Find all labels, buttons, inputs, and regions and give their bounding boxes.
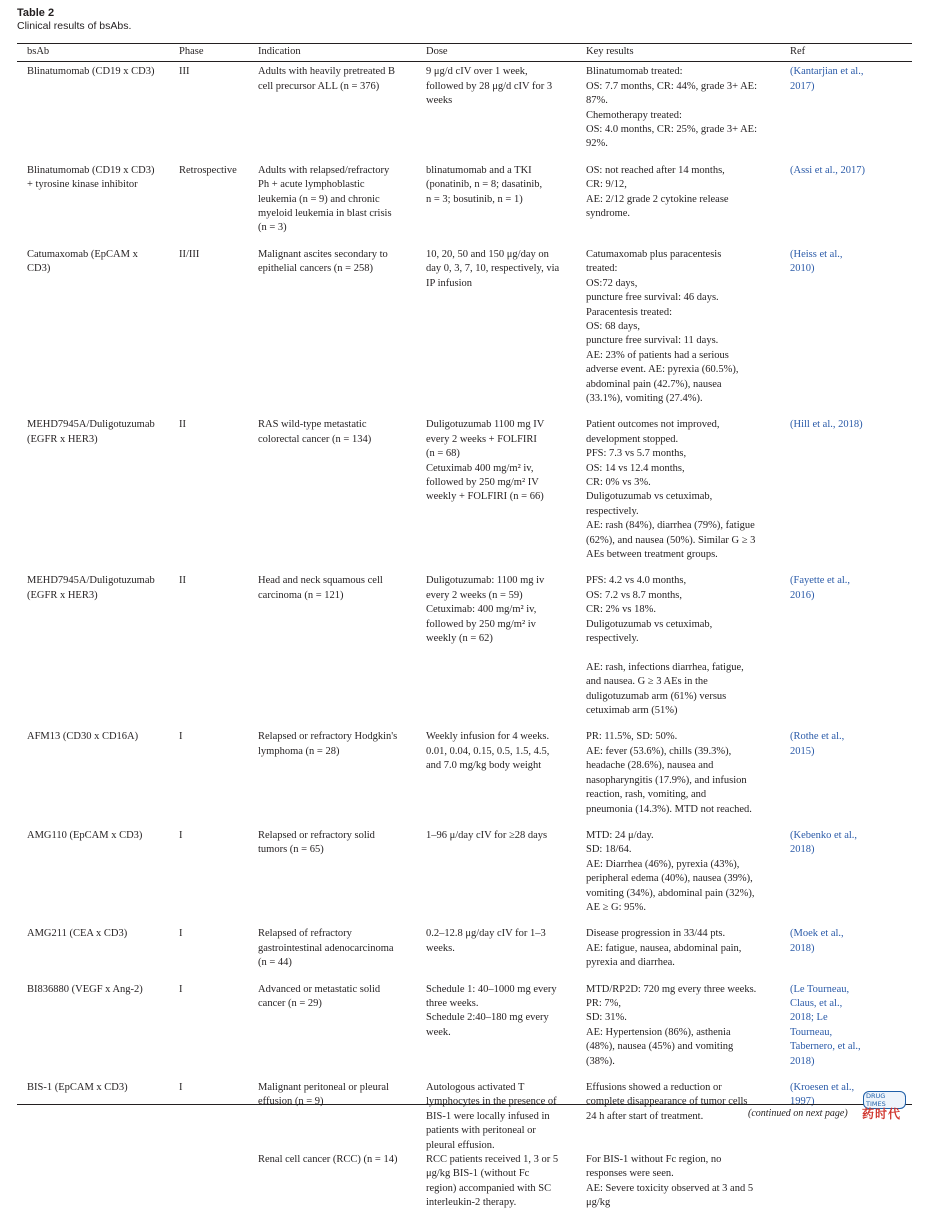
table-row (17, 248, 912, 418)
cell-line: μg/kg (586, 1197, 611, 1209)
cell-bsab (17, 418, 169, 574)
cell-line: treated: (586, 263, 618, 275)
cell-bsab (17, 574, 169, 730)
cell-key-results (576, 164, 780, 248)
cell-dose (416, 164, 576, 248)
cell-indication (248, 730, 416, 828)
cell-dose (416, 730, 576, 828)
cell-line: (n = 68) (426, 448, 460, 460)
cell-line: I (179, 983, 183, 995)
cell-phase (169, 164, 248, 248)
cell-line: (62%), and nausea (50%). Similar G ≥ 3 (586, 534, 756, 546)
cell-line: cell precursor ALL (n = 376) (258, 80, 380, 92)
cell-line: pleural effusion. (426, 1139, 495, 1151)
cell-line: Disease progression in 33/44 pts. (586, 928, 726, 940)
cell-line: responses were seen. (586, 1168, 674, 1180)
cell-line: followed by 250 mg/m² iv (426, 618, 536, 630)
cell-dose (416, 418, 576, 574)
cell-line: AE: fatigue, nausea, abdominal pain, (586, 942, 742, 954)
table-row (17, 983, 912, 1081)
cell-line: BIS-1 were locally infused in (426, 1110, 550, 1122)
cell-line: (n = 3) (258, 222, 287, 234)
cell-line: headache (28.6%), nausea and (586, 760, 714, 772)
cell-line: Renal cell cancer (RCC) (n = 14) (258, 1154, 398, 1166)
column-header-phase: Phase (179, 46, 204, 57)
cell-line: MTD/RP2D: 720 mg every three weeks. (586, 983, 757, 995)
cell-line: carcinoma (n = 121) (258, 589, 344, 601)
cell-line: RCC patients received 1, 3 or 5 (426, 1154, 559, 1166)
cell-line: Malignant peritoneal or pleural (258, 1082, 389, 1093)
table-body (17, 62, 912, 1211)
cell-line: lymphoma (n = 28) (258, 745, 340, 757)
cell-line: (Hill et al., 2018) (790, 419, 863, 431)
cell-line: lymphocytes in the presence of (426, 1096, 557, 1108)
cell-ref (780, 983, 912, 1081)
cell-line: day 0, 3, 7, 10, respectively, via (426, 263, 560, 275)
column-header-ref: Ref (790, 46, 806, 57)
cell-line: (EGFR x HER3) (27, 433, 98, 445)
cell-line: CR: 2% vs 18%. (586, 604, 657, 616)
cell-line: CD3) (27, 263, 51, 275)
cell-line: AFM13 (CD30 x CD16A) (27, 731, 139, 743)
cell-indication (248, 62, 416, 164)
cell-line: vomiting (34%), abdominal pain (32%), (586, 887, 755, 899)
cell-line: three weeks. (426, 997, 479, 1009)
cell-line: Duligotuzumab: 1100 mg iv (426, 575, 545, 587)
cell-line: (Heiss et al., (790, 248, 843, 260)
cell-line: AE: Severe toxicity observed at 3 and 5 (586, 1182, 754, 1194)
watermark-badge: DRUG TIMES (863, 1091, 906, 1109)
cell-line: region) accompanied with SC (426, 1182, 552, 1194)
cell-line: IP infusion (426, 277, 472, 289)
cell-line: weekly (n = 62) (426, 633, 493, 645)
cell-line: (38%). (586, 1055, 615, 1067)
cell-line: Catumaxomab (EpCAM x (27, 248, 138, 260)
cell-line: SD: 31%. (586, 1012, 627, 1024)
cell-line: (Fayette et al., (790, 575, 851, 587)
cell-dose (416, 983, 576, 1081)
cell-line: 10, 20, 50 and 150 μg/day on (426, 248, 549, 260)
cell-line: (Kantarjian et al., (790, 66, 864, 78)
cell-bsab (17, 248, 169, 418)
cell-phase (169, 1153, 248, 1211)
cell-line: Schedule 2:40–180 mg every (426, 1012, 549, 1024)
cell-line: (33.1%), vomiting (27.4%). (586, 392, 703, 404)
cell-line: 2018; Le (790, 1012, 828, 1024)
cell-line: and nausea. G ≥ 3 AEs in the (586, 676, 708, 688)
cell-line: Schedule 1: 40–1000 mg every (426, 983, 557, 995)
cell-line: 0.2–12.8 μg/day cIV for 1–3 (426, 928, 546, 940)
cell-line: peripheral edema (40%), nausea (39%), (586, 873, 753, 885)
cell-line: (Le Tourneau, (790, 983, 850, 995)
cell-line: Ph + acute lymphoblastic (258, 179, 365, 191)
cell-indication (248, 1153, 416, 1211)
cell-line: respectively. (586, 633, 639, 645)
cell-line: Cetuximab: 400 mg/m² iv, (426, 604, 537, 616)
cell-line: AE: fever (53.6%), chills (39.3%), (586, 745, 732, 757)
cell-line: Blinatumomab (CD19 x CD3) (27, 164, 155, 176)
cell-line: CR: 9/12, (586, 179, 627, 191)
cell-line: 87%. (586, 95, 608, 107)
cell-line: AMG110 (EpCAM x CD3) (27, 829, 143, 841)
cell-line: 2017) (790, 80, 815, 92)
cell-line: II (179, 419, 186, 431)
table-caption (17, 7, 131, 33)
cell-line: every 2 weeks (n = 59) (426, 589, 523, 601)
cell-line: n = 3; bosutinib, n = 1) (426, 193, 523, 205)
cell-dose (416, 1153, 576, 1211)
cell-key-results (576, 574, 780, 730)
cell-line: tumors (n = 65) (258, 844, 324, 856)
cell-dose (416, 574, 576, 730)
table-bottom-rule (17, 1104, 912, 1105)
cell-line: For BIS-1 without Fc region, no (586, 1154, 722, 1166)
cell-bsab (17, 1081, 169, 1153)
cell-line: 1–96 μ/day cIV for ≥28 days (426, 829, 548, 841)
cell-phase (169, 983, 248, 1081)
continued-note: (continued on next page) (748, 1108, 848, 1119)
cell-line: OS: 7.2 vs 8.7 months, (586, 589, 682, 601)
cell-bsab (17, 829, 169, 927)
cell-line: Relapsed or refractory Hodgkin's (258, 731, 398, 743)
cell-line: μg/kg BIS-1 (without Fc (426, 1168, 530, 1180)
cell-dose (416, 62, 576, 164)
cell-key-results (576, 1153, 780, 1211)
column-header-dose: Dose (426, 46, 448, 57)
cell-line: weeks. (426, 942, 455, 954)
cell-line: Claus, et al., (790, 997, 843, 1009)
cell-line: Retrospective (179, 164, 237, 176)
cell-indication (248, 418, 416, 574)
cell-line: gastrointestinal adenocarcinoma (258, 942, 394, 954)
cell-indication (248, 248, 416, 418)
cell-line: Duligotuzumab vs cetuximab, (586, 491, 713, 503)
table-row (17, 730, 912, 828)
cell-line: weekly + FOLFIRI (n = 66) (426, 491, 544, 503)
cell-line: (Kroesen et al., (790, 1082, 855, 1093)
cell-ref (780, 418, 912, 574)
cell-line: and 7.0 mg/kg body weight (426, 760, 542, 772)
cell-line: puncture free survival: 11 days. (586, 335, 719, 347)
cell-ref (780, 1153, 912, 1211)
cell-phase (169, 730, 248, 828)
table-row (17, 164, 912, 248)
cell-line: OS: 68 days, (586, 320, 640, 332)
cell-line: syndrome. (586, 208, 631, 220)
cell-line: Tabernero, et al., (790, 1041, 861, 1053)
cell-line: abdominal pain (42.7%), nausea (586, 378, 722, 390)
cell-line: reaction, rash, vomiting, and (586, 789, 707, 801)
cell-line: 2010) (790, 263, 815, 275)
cell-line: Advanced or metastatic solid (258, 983, 381, 995)
cell-line: Effusions showed a reduction or (586, 1082, 722, 1093)
cell-indication (248, 829, 416, 927)
cell-key-results (576, 418, 780, 574)
cell-line: development stopped. (586, 433, 679, 445)
cell-phase (169, 418, 248, 574)
cell-line: SD: 18/64. (586, 844, 632, 856)
cell-line: nasopharyngitis (17.9%), and infusion (586, 774, 747, 786)
cell-line: BI836880 (VEGF x Ang-2) (27, 983, 143, 995)
cell-line: OS: 14 vs 12.4 months, (586, 462, 685, 474)
cell-line: Adults with heavily pretreated B (258, 66, 396, 78)
cell-line: III (179, 66, 190, 78)
cell-line: MEHD7945A/Duligotuzumab (27, 575, 155, 587)
cell-key-results (576, 829, 780, 927)
cell-line: Blinatumomab (CD19 x CD3) (27, 66, 155, 78)
cell-line: cancer (n = 29) (258, 997, 322, 1009)
cell-line: cetuximab arm (51%) (586, 705, 678, 717)
cell-line: MTD: 24 μ/day. (586, 829, 654, 841)
cell-ref (780, 927, 912, 982)
cell-phase (169, 248, 248, 418)
cell-ref (780, 164, 912, 248)
cell-line: leukemia (n = 9) and chronic (258, 193, 380, 205)
cell-phase (169, 927, 248, 982)
cell-dose (416, 1081, 576, 1153)
cell-bsab (17, 927, 169, 982)
cell-line: + tyrosine kinase inhibitor (27, 179, 138, 191)
cell-line: PR: 7%, (586, 997, 622, 1009)
cell-line: Cetuximab 400 mg/m² iv, (426, 462, 534, 474)
cell-line: blinatumomab and a TKI (426, 164, 532, 176)
cell-line: II/III (179, 248, 200, 260)
cell-line: every 2 weeks + FOLFIRI (426, 433, 537, 445)
cell-line: PFS: 4.2 vs 4.0 months, (586, 575, 687, 587)
cell-line: BIS-1 (EpCAM x CD3) (27, 1082, 128, 1093)
cell-line: 92%. (586, 138, 608, 150)
cell-dose (416, 927, 576, 982)
cell-line: AE: 23% of patients had a serious (586, 349, 729, 361)
column-header-key-results: Key results (586, 46, 634, 57)
column-header-indication: Indication (258, 46, 301, 57)
cell-key-results (576, 983, 780, 1081)
cell-phase (169, 574, 248, 730)
cell-line: Chemotherapy treated: (586, 109, 682, 121)
cell-line: 2018) (790, 1055, 815, 1067)
watermark-text: 药时代 (862, 1107, 902, 1121)
cell-phase (169, 829, 248, 927)
cell-line: followed by 28 μg/d cIV for 3 (426, 80, 553, 92)
cell-indication (248, 927, 416, 982)
cell-line: patients with peritoneal or (426, 1125, 536, 1137)
cell-line: 0.01, 0.04, 0.15, 0.5, 1.5, 4.5, (426, 745, 550, 757)
cell-line: respectively. (586, 505, 639, 517)
cell-line: Duligotuzumab vs cetuximab, (586, 618, 713, 630)
cell-line: AEs between treatment groups. (586, 549, 718, 560)
cell-line: (48%), nausea (45%) and vomiting (586, 1041, 734, 1053)
cell-line: PR: 11.5%, SD: 50%. (586, 731, 678, 743)
cell-line: II (179, 575, 186, 587)
drugtimes-watermark-logo (862, 1091, 906, 1127)
cell-line: 2018) (790, 844, 815, 856)
cell-line: (Moek et al., (790, 928, 844, 940)
cell-line: OS: 7.7 months, CR: 44%, grade 3+ AE: (586, 80, 758, 92)
cell-ref (780, 829, 912, 927)
cell-key-results (576, 248, 780, 418)
cell-line: interleukin-2 therapy. (426, 1197, 517, 1209)
cell-line: Paracentesis treated: (586, 306, 672, 318)
cell-line: Relapsed or refractory solid (258, 829, 375, 841)
clinical-results-table (17, 43, 912, 1211)
cell-line: 2015) (790, 745, 815, 757)
cell-line: effusion (n = 9) (258, 1096, 324, 1108)
cell-ref (780, 730, 912, 828)
cell-bsab (17, 1153, 169, 1211)
cell-indication (248, 1081, 416, 1153)
cell-line: epithelial cancers (n = 258) (258, 263, 373, 275)
cell-line: I (179, 731, 183, 743)
table-row (17, 1153, 912, 1211)
column-header-bsab: bsAb (27, 46, 50, 57)
cell-line: adverse event. AE: pyrexia (60.5%), (586, 364, 739, 376)
cell-line: Duligotuzumab 1100 mg IV (426, 419, 545, 431)
cell-line (586, 646, 777, 660)
cell-line: AE: 2/12 grade 2 cytokine release (586, 193, 729, 205)
cell-line: 9 μg/d cIV over 1 week, (426, 66, 528, 78)
cell-indication (248, 983, 416, 1081)
cell-line: AE: Hypertension (86%), asthenia (586, 1026, 731, 1038)
cell-bsab (17, 164, 169, 248)
cell-line: AE: Diarrhea (46%), pyrexia (43%), (586, 858, 740, 870)
cell-line: (ponatinib, n = 8; dasatinib, (426, 179, 543, 191)
table-header-row (17, 44, 912, 62)
cell-line: Catumaxomab plus paracentesis (586, 248, 722, 260)
table-row (17, 62, 912, 164)
table-row (17, 418, 912, 574)
cell-line: (EGFR x HER3) (27, 589, 98, 601)
cell-line: Autologous activated T (426, 1082, 525, 1093)
cell-line: colorectal cancer (n = 134) (258, 433, 372, 445)
cell-ref (780, 62, 912, 164)
cell-line: duligotuzumab arm (61%) versus (586, 690, 727, 702)
cell-line: Blinatumomab treated: (586, 66, 683, 78)
cell-line: Weekly infusion for 4 weeks. (426, 731, 550, 743)
table-row (17, 927, 912, 982)
cell-indication (248, 164, 416, 248)
cell-line: OS:72 days, (586, 277, 638, 289)
cell-line: I (179, 829, 183, 841)
cell-line: complete disappearance of tumor cells (586, 1096, 748, 1108)
cell-line: pneumonia (14.3%). MTD not reached. (586, 803, 752, 815)
cell-line: Relapsed of refractory (258, 928, 352, 940)
cell-phase (169, 1081, 248, 1153)
cell-dose (416, 829, 576, 927)
cell-line: AE: rash, infections diarrhea, fatigue, (586, 661, 744, 673)
cell-line: RAS wild-type metastatic (258, 419, 367, 431)
cell-line: followed by 250 mg/m² IV (426, 476, 539, 488)
cell-line: I (179, 1082, 183, 1093)
cell-line: week. (426, 1026, 451, 1038)
cell-line: 2016) (790, 589, 815, 601)
cell-line: weeks (426, 95, 453, 107)
cell-line: Malignant ascites secondary to (258, 248, 388, 260)
cell-ref (780, 248, 912, 418)
cell-line: (Kebenko et al., (790, 829, 858, 841)
cell-key-results (576, 927, 780, 982)
cell-line: Adults with relapsed/refractory (258, 164, 390, 176)
cell-line: I (179, 928, 183, 940)
table-row (17, 574, 912, 730)
cell-line: puncture free survival: 46 days. (586, 292, 719, 304)
cell-bsab (17, 983, 169, 1081)
cell-line: MEHD7945A/Duligotuzumab (27, 419, 155, 431)
table-subtitle: Clinical results of bsAbs. (17, 20, 132, 32)
cell-line: Patient outcomes not improved, (586, 419, 720, 431)
cell-line: (n = 44) (258, 957, 292, 969)
cell-line: OS: 4.0 months, CR: 25%, grade 3+ AE: (586, 124, 758, 136)
cell-line: Tourneau, (790, 1026, 833, 1038)
cell-line: (Assi et al., 2017) (790, 164, 865, 176)
cell-key-results (576, 730, 780, 828)
cell-dose (416, 248, 576, 418)
cell-bsab (17, 62, 169, 164)
cell-line: 2018) (790, 942, 815, 954)
cell-line: myeloid leukemia in blast crisis (258, 208, 392, 220)
cell-bsab (17, 730, 169, 828)
table-title: Table 2 (17, 7, 55, 19)
cell-line: PFS: 7.3 vs 5.7 months, (586, 448, 687, 460)
cell-line: pyrexia and diarrhea. (586, 957, 675, 969)
cell-indication (248, 574, 416, 730)
cell-ref (780, 574, 912, 730)
cell-line: (Rothe et al., (790, 731, 845, 743)
cell-line: 24 h after start of treatment. (586, 1110, 704, 1122)
cell-line: 1997) (790, 1096, 815, 1108)
cell-line: OS: not reached after 14 months, (586, 164, 725, 176)
cell-line: CR: 0% vs 3%. (586, 476, 651, 488)
table-row (17, 829, 912, 927)
cell-line: AMG211 (CEA x CD3) (27, 928, 128, 940)
cell-phase (169, 62, 248, 164)
cell-line: AE: rash (84%), diarrhea (79%), fatigue (586, 520, 755, 532)
cell-line: AE ≥ G: 95%. (586, 901, 647, 913)
cell-line: Head and neck squamous cell (258, 575, 383, 587)
cell-key-results (576, 62, 780, 164)
